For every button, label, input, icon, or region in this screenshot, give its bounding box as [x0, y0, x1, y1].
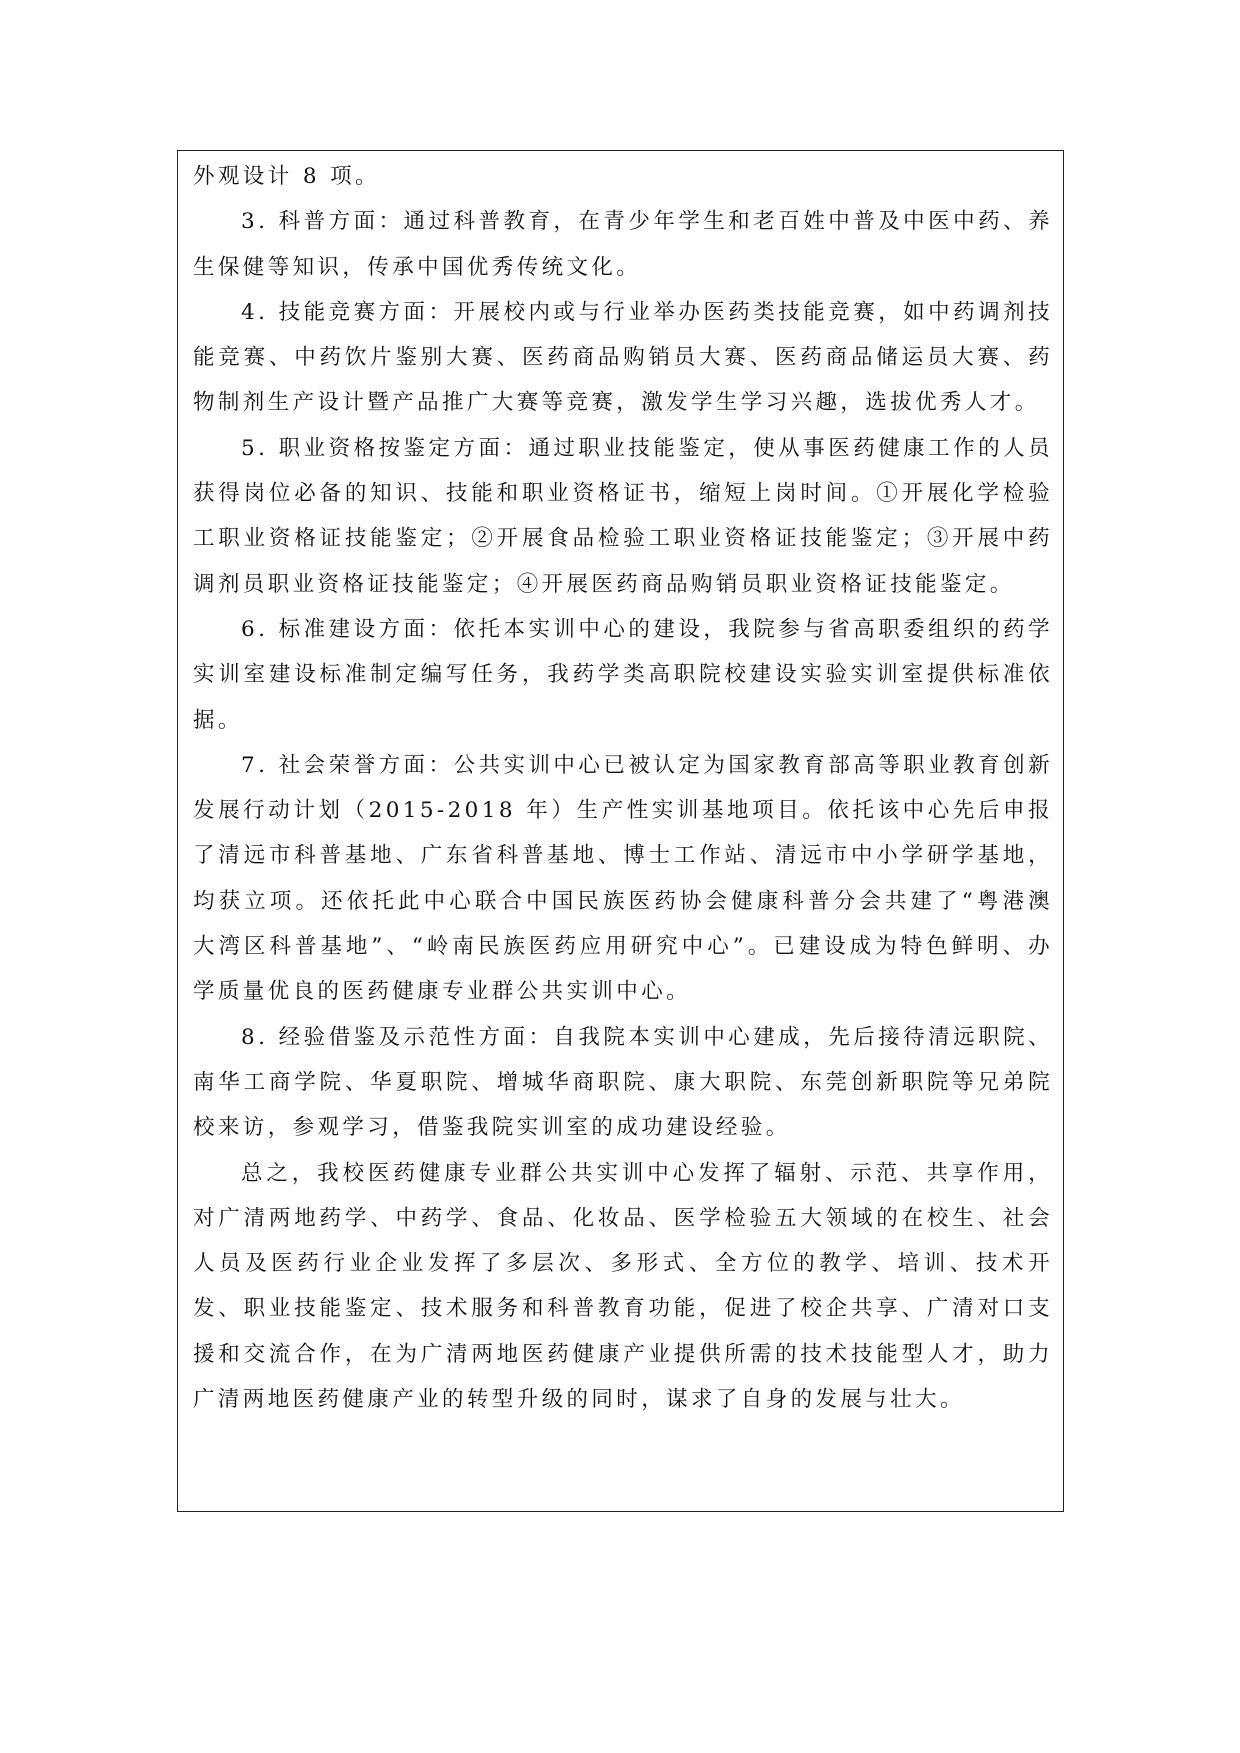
paragraph-summary: 总之，我校医药健康专业群公共实训中心发挥了辐射、示范、共享作用，对广清两地药学、中药学、食品、化妆品、医学检验五大领域的在校生、社会人员及医药行业企业发挥了多层次、多形式、全方位的教学、培训、技术开发、职业技能鉴定、技术服务和科普教育功能，促进了校企共享、广清对口支援和交流合作，在为广清两地医药健康产业提供所需的技术技能型人才，助力广清两地医药健康产业的转型升级的同时，谋求了自身的发展与壮大。 [193, 1160, 1053, 1413]
paragraph-standard-construction: 6. 标准建设方面：依托本实训中心的建设，我院参与省高职委组织的药学实训室建设标准制定编写任务，我药学类高职院校建设实验实训室提供标准依据。 [193, 616, 1053, 733]
paragraph-science-popularization: 3. 科普方面：通过科普教育，在青少年学生和老百姓中普及中医中药、养生保健等知识，传承中国优秀传统文化。 [193, 209, 1053, 280]
document-body [193, 154, 1053, 1422]
paragraph-social-honors: 7. 社会荣誉方面：公共实训中心已被认定为国家教育部高等职业教育创新发展行动计划（2015-2018 年）生产性实训基地项目。依托该中心先后申报了清远市科普基地、广东省科普基地、博士工作站、清远市中小学研学基地，均获立项。还依托此中心联合中国民族医药协会健康科普分会共建了“粤港澳大湾区科普基地”、“岭南民族医药应用研究中心”。已建设成为特色鲜明、办学质量优良的医药健康专业群公共实训中心。 [193, 752, 1053, 1005]
paragraph-qualification-appraisal: 5. 职业资格按鉴定方面：通过职业技能鉴定，使从事医药健康工作的人员获得岗位必备的知识、技能和职业资格证书，缩短上岗时间。①开展化学检验工职业资格证技能鉴定；②开展食品检验工职业资格证技能鉴定；③开展中药调剂员职业资格证技能鉴定；④开展医药商品购销员职业资格证技能鉴定。 [193, 435, 1053, 597]
continuation-line: 外观设计 8 项。 [193, 164, 380, 189]
paragraph-experience-demonstration: 8. 经验借鉴及示范性方面：自我院本实训中心建成，先后接待清远职院、南华工商学院、华夏职院、增城华商职院、康大职院、东莞创新职院等兄弟院校来访，参观学习，借鉴我院实训室的成功建设经验。 [193, 1024, 1053, 1141]
paragraph-skills-competition: 4. 技能竞赛方面：开展校内或与行业举办医药类技能竞赛，如中药调剂技能竞赛、中药饮片鉴别大赛、医药商品购销员大赛、医药商品储运员大赛、药物制剂生产设计暨产品推广大赛等竞赛，激发学生学习兴趣，选拔优秀人才。 [193, 299, 1053, 416]
